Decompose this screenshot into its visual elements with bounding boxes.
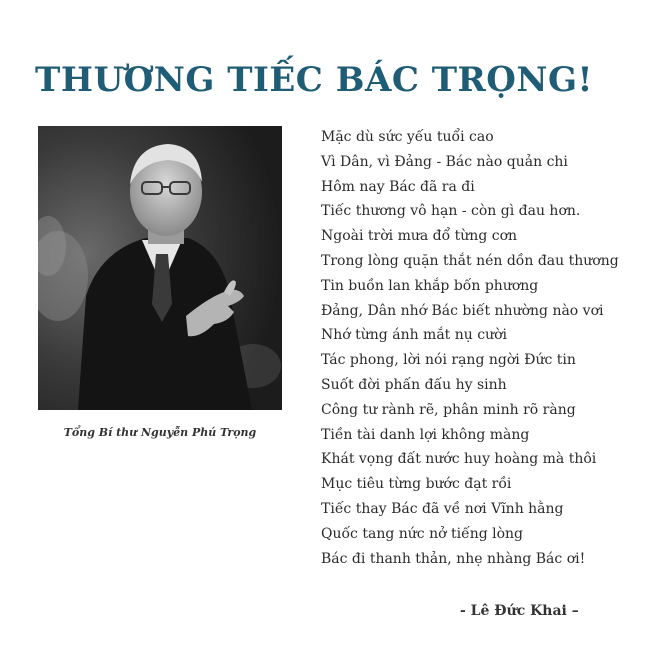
portrait-photo xyxy=(38,126,282,410)
poem-line: Tin buồn lan khắp bốn phương xyxy=(321,277,539,294)
poem-line: Mặc dù sức yếu tuổi cao xyxy=(321,129,494,145)
poem-body xyxy=(321,125,651,571)
poem-line: Tiền tài danh lợi không màng xyxy=(321,426,530,443)
poem-line: Trong lòng quặn thắt nén dồn đau thương xyxy=(321,252,619,269)
poem-line: Nhớ từng ánh mắt nụ cười xyxy=(321,327,507,344)
poem-line: Công tư rành rẽ, phân minh rõ ràng xyxy=(321,401,576,418)
poem-line: Đảng, Dân nhớ Bác biết nhường nào vơi xyxy=(321,302,604,319)
poem-title: THƯƠNG TIẾC BÁC TRỌNG! xyxy=(35,60,593,100)
poem-line: Ngoài trời mưa đổ từng cơn xyxy=(321,228,518,245)
author-signature: - Lê Đức Khai – xyxy=(460,603,579,619)
poem-line: Bác đi thanh thản, nhẹ nhàng Bác ơi! xyxy=(321,550,586,567)
poem-line: Tác phong, lời nói rạng ngời Đức tin xyxy=(321,352,576,369)
poem-line: Tiếc thay Bác đã về nơi Vĩnh hằng xyxy=(321,500,564,517)
photo-caption: Tổng Bí thư Nguyễn Phú Trọng xyxy=(63,426,257,439)
poem-line: Tiếc thương vô hạn - còn gì đau hơn. xyxy=(321,203,581,220)
poem-line: Hôm nay Bác đã ra đi xyxy=(321,178,475,195)
poem-line: Mục tiêu từng bước đạt rồi xyxy=(321,476,512,493)
poem-line: Vì Dân, vì Đảng - Bác nào quản chi xyxy=(321,153,568,170)
poem-line: Quốc tang nức nở tiếng lòng xyxy=(321,525,524,542)
poem-line: Khát vọng đất nước huy hoàng mà thôi xyxy=(321,451,597,468)
poem-line: Suốt đời phấn đấu hy sinh xyxy=(321,376,507,393)
